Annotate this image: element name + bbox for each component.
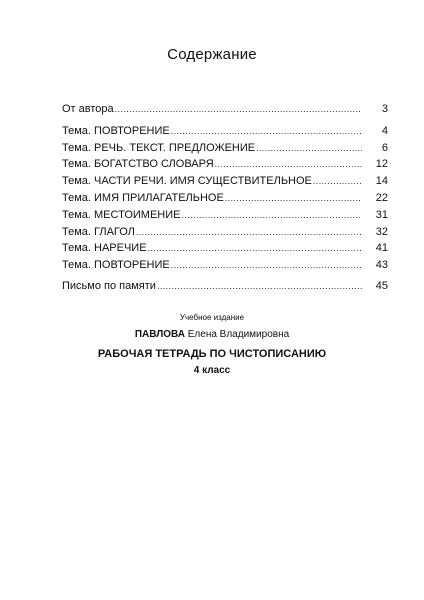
toc-entry [62,157,388,171]
toc-entry-label: Тема. ГЛАГОЛ [62,226,135,238]
toc-entry [62,191,388,205]
dot-leader [157,281,362,293]
toc-entry [62,141,388,155]
toc-entry-label: Письмо по памяти [62,280,156,292]
toc-entry-page: 45 [375,280,388,292]
dot-leader [171,126,362,138]
toc-entry-label: Тема. ЧАСТИ РЕЧИ. ИМЯ СУЩЕСТВИТЕЛЬНОЕ [62,175,312,187]
toc-entry [62,279,388,293]
dot-leader [115,104,362,116]
toc-entry [62,174,388,188]
toc-entry [62,258,388,272]
toc-entry-label: Тема. ПОВТОРЕНИЕ [62,125,170,137]
toc-entry-label: Тема. ПОВТОРЕНИЕ [62,259,170,271]
dot-leader [225,193,362,205]
toc-entry-label: От автора [62,103,114,115]
page-title: Содержание [167,46,257,63]
dot-leader [171,260,362,272]
author-surname: ПАВЛОВА [134,329,185,340]
dot-leader [136,227,362,239]
toc-entry [62,102,388,116]
dot-leader [256,143,362,155]
toc-entry-label: Тема. БОГАТСТВО СЛОВАРЯ [62,158,214,170]
toc-entry-page: 12 [375,158,388,170]
author-line [0,329,424,340]
toc-entry-label: Тема. МЕСТОИМЕНИЕ [62,209,181,221]
toc-entry-page: 31 [375,209,388,221]
grade-label: 4 класс [193,365,231,376]
dot-leader [148,243,362,255]
toc-entry-page: 41 [375,242,388,254]
toc-entry-page: 3 [381,103,388,115]
toc-entry [62,124,388,138]
toc-entry-page: 6 [381,142,388,154]
toc-entry-page: 32 [375,226,388,238]
toc-entry-label: Тема. ИМЯ ПРИЛАГАТЕЛЬНОЕ [62,192,224,204]
toc-entry-page: 22 [375,192,388,204]
author-given-name: Елена Владимировна [187,329,290,340]
dot-leader [215,159,362,171]
toc-entry [62,241,388,255]
toc-entry-page: 4 [381,125,388,137]
dot-leader [313,176,362,188]
toc-entry [62,225,388,239]
dot-leader [181,210,362,222]
toc-entry-label: Тема. НАРЕЧИЕ [62,242,147,254]
toc-entry-page: 14 [375,175,388,187]
book-title: РАБОЧАЯ ТЕТРАДЬ ПО ЧИСТОПИСАНИЮ [97,348,327,360]
toc-entry-label: Тема. РЕЧЬ. ТЕКСТ. ПРЕДЛОЖЕНИЕ [62,142,256,154]
toc-entry [62,208,388,222]
edition-note: Учебное издание [179,313,245,322]
toc-entry-page: 43 [375,259,388,271]
